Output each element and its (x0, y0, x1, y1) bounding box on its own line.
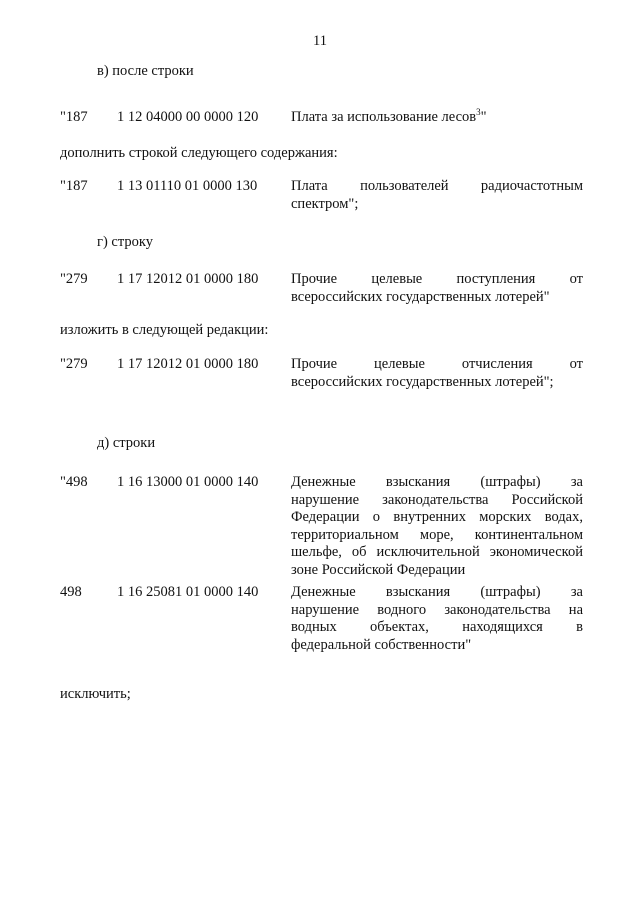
description-line: Плата пользователей радиочастотным (291, 178, 583, 194)
description-line: Денежные взыскания (штрафы) за (291, 474, 583, 490)
row-description (291, 178, 583, 213)
description-line: нарушение водного законодательства на (291, 601, 583, 618)
row-kbk: 1 17 12012 01 0000 180 (117, 356, 259, 372)
description-line: всероссийских государственных лотерей"; (291, 373, 554, 390)
closing-quote: " (480, 109, 487, 125)
row-code: "498 (60, 474, 88, 490)
row-code: "187 (60, 109, 88, 125)
description-line: водных объектах, находящихся в (291, 619, 583, 635)
description-line: зоне Российской Федерации (291, 561, 466, 578)
description-line: всероссийских государственных лотерей" (291, 288, 550, 305)
row-description (291, 584, 583, 654)
description-line: федеральной собственности" (291, 636, 472, 653)
item-v-instruction: дополнить строкой следующего содержания: (60, 145, 338, 161)
row-kbk: 1 16 25081 01 0000 140 (117, 584, 259, 600)
row-kbk: 1 12 04000 00 0000 120 (117, 109, 259, 125)
item-g-heading: г) строку (97, 234, 153, 250)
footnote-mark: 3 (476, 107, 481, 117)
item-v-heading: в) после строки (97, 63, 194, 79)
row-name-text: Плата за использование лесов (291, 109, 477, 125)
item-d-heading: д) строки (97, 435, 156, 451)
row-description (291, 474, 583, 579)
description-line: Денежные взыскания (штрафы) за (291, 584, 583, 600)
description-line: Прочие целевые отчисления от (291, 356, 583, 372)
description-line: шельфе, об исключительной экономической (291, 544, 583, 560)
row-code: "279 (60, 356, 88, 372)
description-line: территориальном море, континентальном (291, 526, 583, 543)
row-kbk: 1 17 12012 01 0000 180 (117, 271, 259, 287)
row-name (291, 109, 487, 127)
description-line: спектром"; (291, 195, 359, 212)
page-number: 11 (313, 33, 327, 49)
description-line: Федерации о внутренних морских водах, (291, 509, 583, 525)
description-line: нарушение законодательства Российской (291, 491, 583, 508)
row-code: 498 (60, 584, 82, 600)
item-g-instruction: изложить в следующей редакции: (60, 322, 269, 338)
row-code: "279 (60, 271, 88, 287)
item-d-instruction: исключить; (60, 686, 131, 702)
description-line: Прочие целевые поступления от (291, 271, 583, 287)
row-code: "187 (60, 178, 88, 194)
row-description (291, 271, 583, 306)
row-kbk: 1 16 13000 01 0000 140 (117, 474, 259, 490)
row-kbk: 1 13 01110 01 0000 130 (117, 178, 258, 194)
row-description (291, 356, 583, 391)
